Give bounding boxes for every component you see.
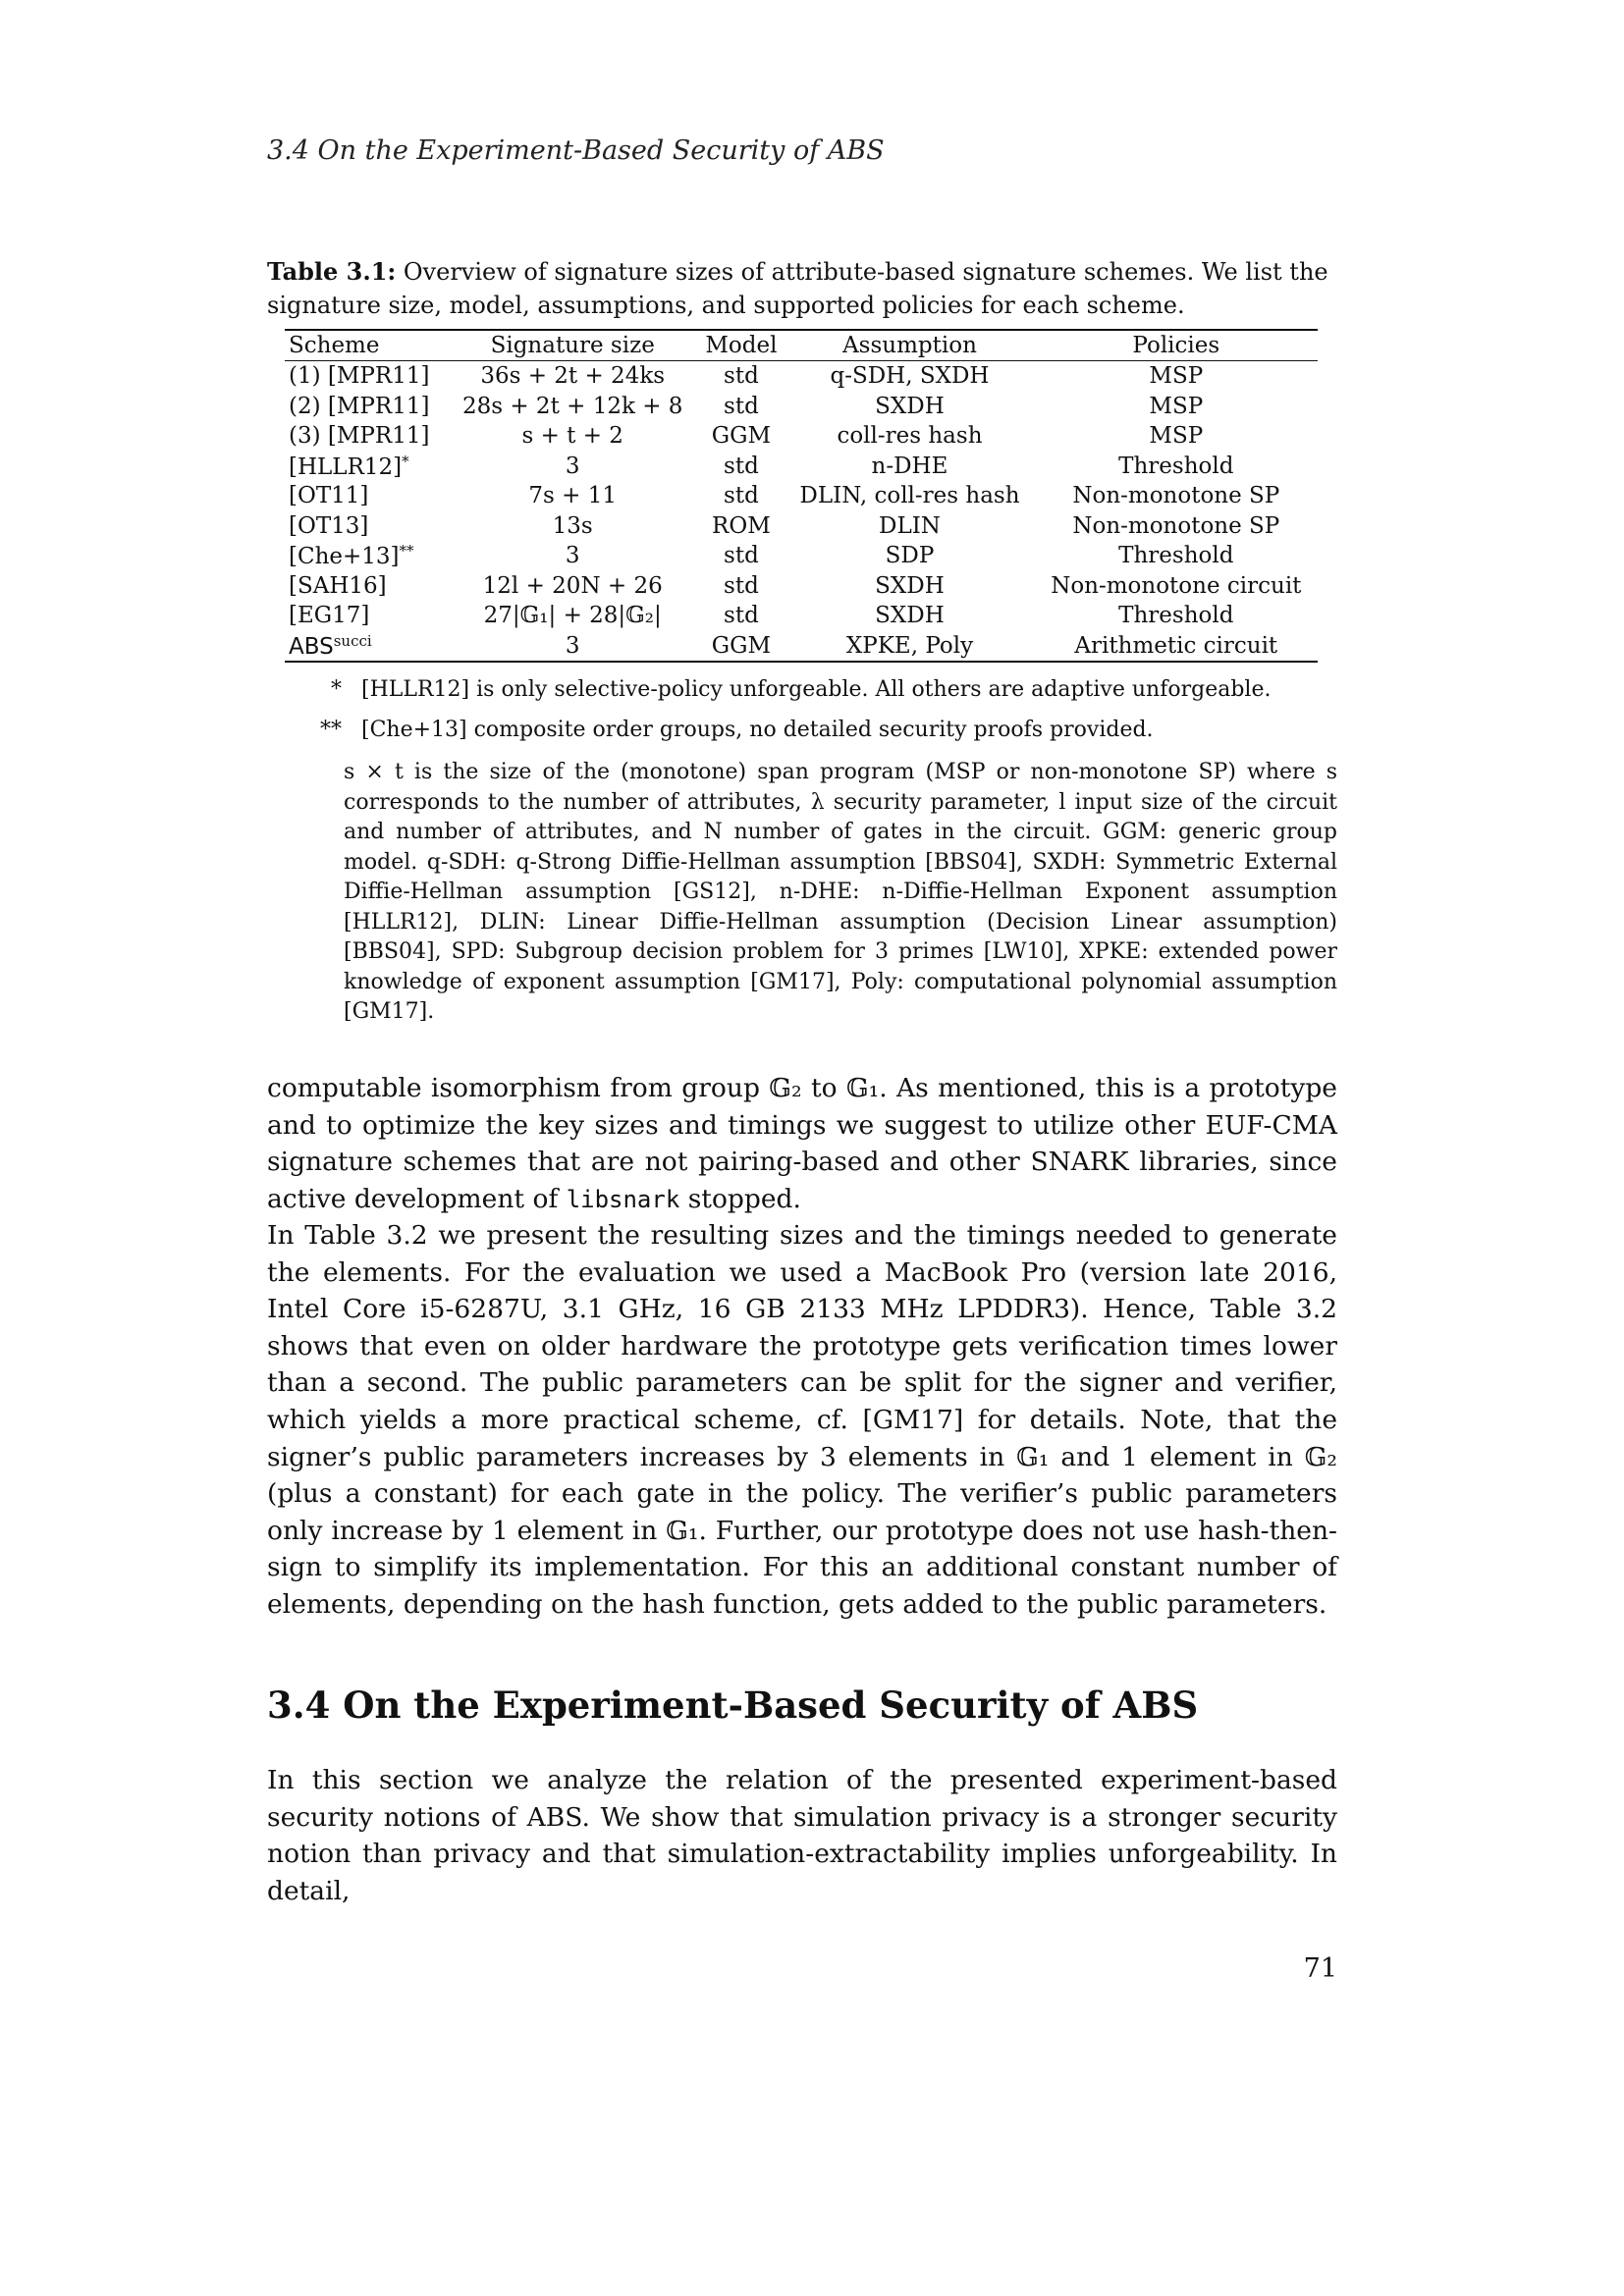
scheme-name: [OT13] xyxy=(289,512,369,539)
cell-assumption: DLIN xyxy=(879,512,941,539)
table-row xyxy=(285,481,1318,511)
table-row xyxy=(285,631,1318,663)
paragraph-1-end: stopped. xyxy=(679,1183,801,1214)
caption-label: Table 3.1: xyxy=(267,257,397,286)
scheme-superscript: * xyxy=(402,452,409,470)
cell-scheme xyxy=(285,452,448,482)
cell-assumption: q-SDH, SXDH xyxy=(830,363,990,390)
cell-policies: Threshold xyxy=(1118,603,1234,629)
abbreviations-note: s × t is the size of the (monotone) span program (MSP or non-monotone SP) where s corresponds to the number of attributes, λ security parameter, l input size of the circuit and number of attributes, and N number of gates in the circuit. GGM: generic group model. q-SDH: q-Strong Diffie-Hellman assumption [BBS04], SXDH: Symmetric External Diffie-Hellman assumption [GS12], n-DHE: n-Diffie-Hellman Exponent assumption [HLLR12], DLIN: Linear Diffie-Hellman assumption (Decision Linear assumption) [BBS04], SPD: Subgroup decision problem for 3 primes [LW10], XPKE: extended power knowledge of exponent assumption [GM17], Poly: computational polynomial assumption [GM17]. xyxy=(344,760,1337,1024)
table-row xyxy=(285,511,1318,542)
cell-policies: Arithmetic circuit xyxy=(1035,631,1318,663)
cell-policies: Non-monotone circuit xyxy=(1051,572,1302,599)
cell-model: GGM xyxy=(698,631,785,663)
cell-model: std xyxy=(724,393,759,419)
cell-size: 36s + 2t + 24ks xyxy=(480,363,666,390)
cell-model: GGM xyxy=(711,423,772,450)
scheme-superscript: ** xyxy=(399,542,414,561)
cell-policies: Threshold xyxy=(1118,453,1234,479)
footnote-text: [HLLR12] is only selective-policy unforgeable. All others are adaptive unforgeable. xyxy=(361,677,1272,702)
cell-model: std xyxy=(724,572,759,599)
cell-size: 28s + 2t + 12k + 8 xyxy=(461,393,683,419)
scheme-superscript: succi xyxy=(333,631,372,650)
paragraph-1 xyxy=(267,1070,1337,1218)
scheme-name: (2) [MPR11] xyxy=(289,393,430,419)
cell-model: std xyxy=(724,483,759,509)
cell-policies: MSP xyxy=(1149,423,1204,450)
cell-size: 12l + 20N + 26 xyxy=(482,572,663,599)
cell-assumption: SDP xyxy=(885,543,935,569)
scheme-name: ABS xyxy=(289,633,334,660)
cell-assumption: coll-res hash xyxy=(837,423,983,450)
scheme-name: [Che+13] xyxy=(289,544,400,570)
cell-model: std xyxy=(724,363,759,390)
header-assumption: Assumption xyxy=(785,330,1034,361)
scheme-name: [SAH16] xyxy=(289,572,387,599)
cell-model: ROM xyxy=(712,512,771,539)
cell-assumption: DLIN, coll-res hash xyxy=(799,483,1020,509)
table-row xyxy=(285,601,1318,631)
section-heading: 3.4 On the Experiment-Based Security of ABS xyxy=(267,1683,1199,1727)
scheme-name: [OT11] xyxy=(289,483,369,509)
footnote-single-star xyxy=(295,677,1337,702)
table-header-row xyxy=(285,330,1318,361)
cell-scheme xyxy=(285,421,448,452)
table-row xyxy=(285,392,1318,422)
cell-assumption: SXDH xyxy=(875,393,945,419)
header-policies: Policies xyxy=(1035,330,1318,361)
cell-scheme xyxy=(285,571,448,602)
scheme-name: [EG17] xyxy=(289,603,370,629)
paragraph-3: In this section we analyze the relation of the presented experiment-based security notions of ABS. We show that simulation privacy is a stronger security notion than privacy and that simulation-extractability implies unforgeability. In detail, xyxy=(267,1765,1337,1906)
cell-scheme xyxy=(285,601,448,631)
cell-policies: Non-monotone SP xyxy=(1072,483,1280,509)
cell-policies: MSP xyxy=(1149,393,1204,419)
cell-size: 27|𝔾₁| + 28|𝔾₂| xyxy=(483,603,662,629)
table-row xyxy=(285,571,1318,602)
caption-text: Overview of signature sizes of attribute-based signature schemes. We list the signature size, model, assumptions, and supported policies for each scheme. xyxy=(267,258,1328,319)
scheme-name: (3) [MPR11] xyxy=(289,423,430,450)
cell-policies: Non-monotone SP xyxy=(1072,512,1280,539)
footnote-mark: ** xyxy=(320,718,342,742)
cell-policies: Threshold xyxy=(1118,543,1234,569)
table-notes xyxy=(295,677,1337,1028)
table-row xyxy=(285,421,1318,452)
cell-size: 3 xyxy=(565,543,580,569)
table-caption xyxy=(267,255,1337,322)
cell-assumption: SXDH xyxy=(875,572,945,599)
page-number: 71 xyxy=(1303,1953,1337,1984)
signature-size-table xyxy=(285,329,1318,663)
scheme-name: (1) [MPR11] xyxy=(289,363,430,390)
cell-scheme xyxy=(285,392,448,422)
cell-scheme xyxy=(285,631,448,663)
cell-size: 7s + 11 xyxy=(528,483,617,509)
paragraph-1-text: computable isomorphism from group 𝔾₂ to 𝔾₁. As mentioned, this is a prototype and to optimize the key sizes and timings we suggest to utilize other EUF-CMA signature schemes that are not pairing-based and other SNARK libraries, since active development of xyxy=(267,1073,1337,1214)
paragraph-2: In Table 3.2 we present the resulting sizes and the timings needed to generate the elements. For the evaluation we used a MacBook Pro (version late 2016, Intel Core i5-6287U, 3.1 GHz, 16 GB 2133 MHz LPDDR3). Hence, Table 3.2 shows that even on older hardware the prototype gets verification times lower than a second. The public parameters can be split for the signer and verifier, which yields a more practical scheme, cf. [GM17] for details. Note, that the signer’s public parameters increases by 3 elements in 𝔾₁ and 1 element in 𝔾₂ (plus a constant) for each gate in the policy. The verifier’s public parameters only increase by 1 element in 𝔾₁. Further, our prototype does not use hash-then-sign to simplify its implementation. For this an additional constant number of elements, depending on the hash function, gets added to the public parameters. xyxy=(267,1220,1337,1620)
cell-scheme xyxy=(285,481,448,511)
cell-assumption: XPKE, Poly xyxy=(785,631,1034,663)
cell-model: std xyxy=(724,603,759,629)
cell-scheme xyxy=(285,361,448,392)
cell-scheme xyxy=(285,511,448,542)
cell-assumption: SXDH xyxy=(875,603,945,629)
scheme-name: [HLLR12] xyxy=(289,454,403,480)
table-row xyxy=(285,452,1318,482)
cell-policies: MSP xyxy=(1149,363,1204,390)
footnote-mark: * xyxy=(331,677,342,702)
cell-assumption: n-DHE xyxy=(871,453,948,479)
footnote-double-star xyxy=(295,718,1337,742)
table-row xyxy=(285,361,1318,392)
cell-model: std xyxy=(724,543,759,569)
libsnark-code: libsnark xyxy=(566,1185,680,1213)
footnote-text: [Che+13] composite order groups, no detailed security proofs provided. xyxy=(361,718,1154,742)
cell-size: 13s xyxy=(552,512,593,539)
header-model: Model xyxy=(698,330,785,361)
table-row xyxy=(285,541,1318,571)
cell-size: 3 xyxy=(565,453,580,479)
cell-size: s + t + 2 xyxy=(521,423,623,450)
cell-size: 3 xyxy=(448,631,698,663)
header-scheme: Scheme xyxy=(285,330,448,361)
cell-scheme xyxy=(285,541,448,571)
running-head: 3.4 On the Experiment-Based Security of ABS xyxy=(267,135,885,166)
cell-model: std xyxy=(724,453,759,479)
header-signature-size: Signature size xyxy=(448,330,698,361)
